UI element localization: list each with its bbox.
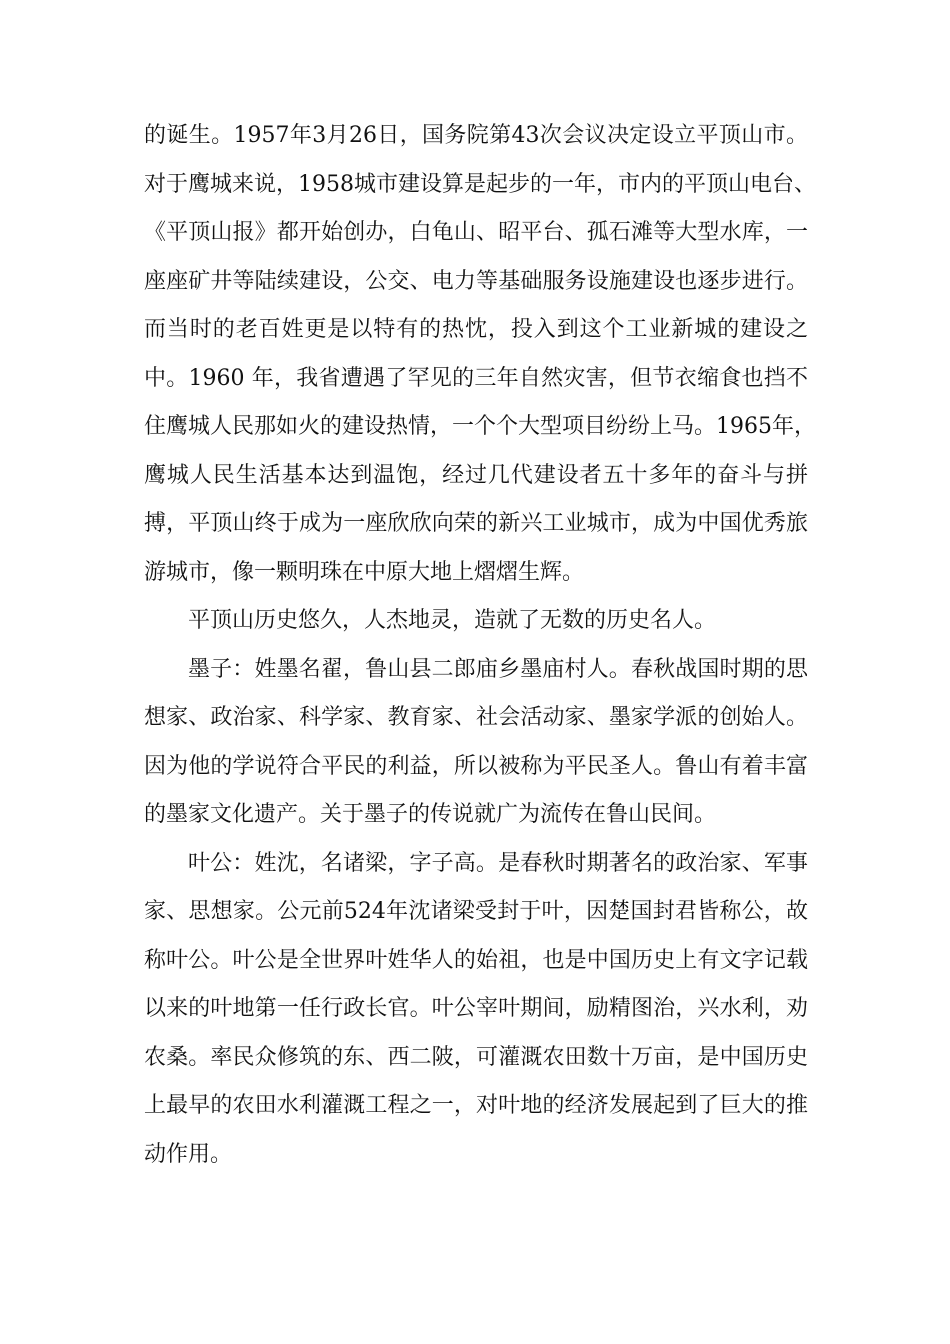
text-line: 住鹰城人民那如火的建设热情，一个个大型项目纷纷上马。1965年， xyxy=(144,414,816,439)
text-line: 叶公：姓沈，名诸梁，字子高。是春秋时期著名的政治家、军事 xyxy=(188,850,808,876)
text-line: 家、思想家。公元前524年沈诸梁受封于叶，因楚国封君皆称公，故 xyxy=(144,899,808,924)
paragraph-city-history xyxy=(144,112,816,597)
text-line: 平顶山历史悠久，人杰地灵，造就了无数的历史名人。 xyxy=(188,608,717,633)
text-line: 称叶公。叶公是全世界叶姓华人的始祖，也是中国历史上有文字记载 xyxy=(144,947,808,973)
text-line: 搏，平顶山终于成为一座欣欣向荣的新兴工业城市，成为中国优秀旅 xyxy=(144,511,808,536)
text-line: 动作用。 xyxy=(144,1141,233,1167)
text-line: 座座矿井等陆续建设，公交、电力等基础服务设施建设也逐步进行。 xyxy=(144,268,808,294)
text-line: 上最早的农田水利灌溉工程之一，对叶地的经济发展起到了巨大的推 xyxy=(144,1093,808,1118)
paragraph-mozi xyxy=(144,646,808,840)
text-line: 游城市，像一颗明珠在中原大地上熠熠生辉。 xyxy=(144,559,585,585)
document-body xyxy=(144,112,816,1179)
text-line: 鹰城人民生活基本达到温饱，经过几代建设者五十多年的奋斗与拼 xyxy=(144,462,808,488)
text-line: 的诞生。1957年3月26日，国务院第43次会议决定设立平顶山市。 xyxy=(144,123,808,148)
text-line: 因为他的学说符合平民的利益，所以被称为平民圣人。鲁山有着丰富 xyxy=(144,753,808,779)
text-line: 想家、政治家、科学家、教育家、社会活动家、墨家学派的创始人。 xyxy=(144,705,808,730)
text-line: 墨子：姓墨名翟，鲁山县二郎庙乡墨庙村人。春秋战国时期的思 xyxy=(188,656,808,682)
paragraph-famous-people-intro xyxy=(144,597,808,646)
text-line: 对于鹰城来说，1958城市建设算是起步的一年，市内的平顶山电台、 xyxy=(144,171,816,197)
text-line: 中。1960 年，我省遭遇了罕见的三年自然灾害，但节衣缩食也挡不 xyxy=(144,365,808,391)
paragraph-yegong xyxy=(144,840,808,1180)
text-line: 《平顶山报》都开始创办，白龟山、昭平台、孤石滩等大型水库，一 xyxy=(144,220,808,245)
text-line: 农桑。率民众修筑的东、西二陂，可灌溉农田数十万亩，是中国历史 xyxy=(144,1044,808,1070)
text-line: 的墨家文化遗产。关于墨子的传说就广为流传在鲁山民间。 xyxy=(144,802,717,827)
text-line: 以来的叶地第一任行政长官。叶公宰叶期间，励精图治，兴水利，劝 xyxy=(144,996,808,1021)
text-line: 而当时的老百姓更是以特有的热忱，投入到这个工业新城的建设之 xyxy=(144,317,808,342)
